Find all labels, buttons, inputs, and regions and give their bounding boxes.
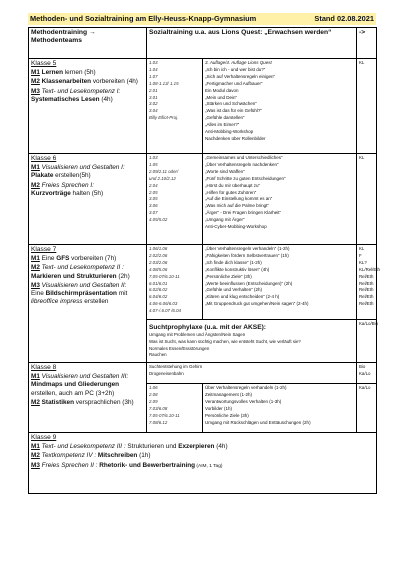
k6-tag: KL [357,154,377,245]
k5-activities: 3. Auflage/4. Auflage Lions Quest „Ich bin ich - und wer bist du?“ „Sich auf Verhaltensregeln einigen“ „Fertigmacher und Aufbauer“ Ein Modul davon „Mein und Dein“ „Stärken und Schwächen“ „Was ist das für ein Gefühl?“ „Gefühle darstellen“ „Alles im Eimer?“ Anti-Mobbing-Workshop Nachdenken über Rollenbilder [203,59,357,154]
k7-m3: M3 Visualisieren und Gestalten II: Eine Bildschirmpräsentation mit libreoffice impress erstellen [31,281,128,306]
document-date: Stand 02.08.2021 [314,14,374,23]
k9-m1: M1 Text- und Lesekompetenz III : Strukturieren und Exzerpieren (4h) [31,443,228,450]
k5-m2: M2 Klassenarbeiten vorbereiten (4h) [31,78,138,86]
k8-numbers: 1.06 2.08 2.09 7.03/6.08 7.05-07/6.10-11 7.08/6.12 [147,384,203,433]
header-bar [28,13,376,25]
k8-m1: M1 Visualisieren und Gestalten III: Mindmaps und Gliederungen erstellen, auch am PC (3+2h) [31,373,129,397]
k5-m1: M1 Lernen lernen (5h) [31,69,96,76]
training-table [28,27,380,494]
k7-activities: „Über Verhaltensregeln verhandeln“ (1-2h) „Fähigkeiten fördern Selbstvertrauen“ (1h) „Ich finde dich klasse“ (1-2h) „Konflikte konstruktiv lösen“ (4h) „Persönliche Ziele“ (3h) „Werte beeinflussen (Entscheidungen)“ (2h) „Gefühle und Verhalten“ (2h) „Klären und klug entscheiden“ (2-4 h) „Mit Gruppendruck gut umgehen/Nein sagen“ (2-4h) [203,245,357,320]
sucht-tag: Ka/Lo/Bio [357,320,377,363]
sucht-items: Umgang mit Problemen und Ängsten/Nein Sagen Was ist Sucht, was kann süchtig machen, wie entsteht Sucht, wie verläuft sie? Normales Essen/Essstörungen Rauchen [149,332,301,358]
k6-m2: M2 Freies Sprechen I: Kurzvorträge halten (5h) [31,181,104,197]
k7-m2: M2 Text- und Lesekompetenz II : Markieren und Strukturieren (2h) [31,264,130,280]
k9-m2: M2 Textkompetenz IV : Mitschreiben (1h) [31,452,151,460]
k8-top-items: Suchtentstehung im Gehirn Drogeneisenbahn [147,363,357,384]
klasse-6-title: Klasse 6 [31,155,57,162]
k5-numbers: 1.03 1.04 1.07 1.08-1.13/ 1.15 2.01 3.01 3.02 3.04 Billy Elliot-Proj. [147,59,203,154]
row-klasse-7 [29,245,377,320]
k6-numbers: 1.03 1.05 2.09/2.11 oder/ und 2.10/2.12 2.04 2.05 3.05 3.06 3.07 4.05/5.02 [147,154,203,245]
colhead-arrow: -> [357,28,377,59]
klasse-9-title: Klasse 9 [31,434,57,441]
klasse-5-title: Klasse 5 [31,60,57,67]
k7-tags: KL F KL? KL/Rel/Eth Rel/Eth Rel/Eth Rel/Eth Rel/Eth Rel/Eth [357,245,377,320]
colhead-social: Sozialtraining u.a. aus Lions Quest: „Erwachsen werden“ [147,28,357,59]
k8-tag: Ka/Lo [357,384,377,433]
row-klasse-9 [29,433,377,494]
column-header-row [29,28,377,59]
k5-tag: KL [357,59,377,154]
k9-m3: M3 Freies Sprechen II : Rhetorik- und Bewerbertraining (AIM, 1 Tag) [31,461,223,469]
k8-m2: M2 Statistiken versprachlichen (3h) [31,398,134,406]
k8-activities: Über Verhaltensregeln verhandeln (1-2h) Zeitmanagement (1-2h) Verantwortungsvolles Verhalten (1-3h) Vorbilder (1h) Persönliche Ziele (3h) Umgang mit Rückschlägen und Enttäuschungen (2h) [203,384,357,433]
sucht-heading: Suchtprophylaxe (u.a. mit der AKSE): [149,324,266,331]
row-klasse-6 [29,154,377,245]
klasse-8-title: Klasse 8 [31,364,57,371]
k6-m1: M1 Visualisieren und Gestalten I: Plakate erstellen(5h) [31,164,125,180]
colhead-method: Methodentraining → Methodenteams [29,28,147,59]
row-klasse-5 [29,59,377,154]
k5-m3: M3 Text- und Lesekompetenz I: Systematisches Lesen (4h) [31,87,121,103]
k8-top-tags: Bio Ka/Lo [357,363,377,384]
klasse-7-title: Klasse 7 [31,246,57,253]
document-title: Methoden- und Sozialtraining am Elly-Heuss-Knapp-Gymnasium [30,14,257,23]
row-klasse-8 [29,363,377,384]
k7-numbers: 1.06/1.06 2.02/2.06 2.03/2.06 4.08/5.06 7.05-07/6.10-11 6.01/6.01 6.02/6.02 6.04/6.02 4.06-6.06/6.03 4.07-/.6.07 /6.04 [147,245,203,320]
k7-m1: M1 Eine GFS vorbereiten (7h) [31,255,117,262]
k6-activities: „Gemeinsames und Unterschiedliches“ „Über Verhaltensregeln nachdenken“ „Worte sind Waffen“ „Fünf Schritte zu guten Entscheidungen“ „Hörst du mir überhaupt zu“ „Hilfen für gutes Zuhören“ „Auf die Einstellung kommt es an“ „Was mich auf die Palme bringt“ „Ärger“ - Drei Fragen bringen Klarheit“ „Umgang mit Ärger“ Anti-Cyber-Mobbing-Workshop [203,154,357,245]
